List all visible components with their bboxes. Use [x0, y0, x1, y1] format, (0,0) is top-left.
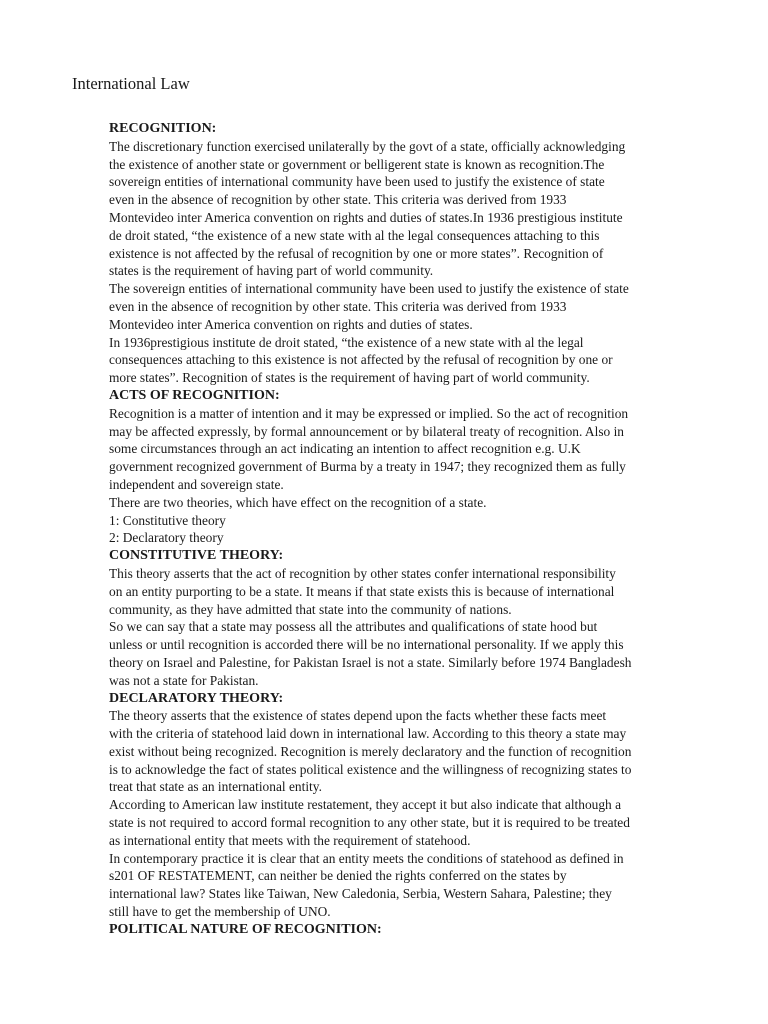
text-line: may be affected expressly, by formal announcement or by bilateral treaty of recognition. Also in [109, 423, 624, 439]
text-line: is to acknowledge the fact of states political existence and the willingness of recognizing states to [109, 761, 632, 777]
text-line: consequences attaching to this existence is not affected by the refusal of recognition by one or [109, 352, 613, 368]
text-line: exist without being recognized. Recognition is merely declaratory and the function of recognition [109, 743, 632, 759]
text-line: states is the requirement of having part of world community. [109, 263, 434, 279]
text-line: international law? States like Taiwan, New Caledonia, Serbia, Western Sahara, Palestine; they [109, 886, 612, 902]
section-heading: DECLARATORY THEORY: [109, 690, 284, 706]
text-line: theory on Israel and Palestine, for Pakistan Israel is not a state. Similarly before 1974 Bangladesh [109, 654, 632, 670]
text-line: de droit stated, “the existence of a new state with al the legal consequences attaching to this [109, 227, 600, 243]
text-line: government recognized government of Burma by a treaty in 1947; they recognized them as fully [109, 459, 626, 475]
document-body [109, 120, 709, 939]
text-line: The theory asserts that the existence of states depend upon the facts whether these facts meet [109, 708, 607, 724]
text-line: Montevideo inter America convention on rights and duties of states.In 1936 prestigious institute [109, 209, 623, 225]
text-line: existence is not affected by the refusal of recognition by one or more states”. Recognition of [109, 245, 604, 261]
text-line: s201 OF RESTATEMENT, can neither be denied the rights conferred on the states by [109, 868, 567, 884]
text-line: was not a state for Pakistan. [109, 672, 259, 688]
text-line: In contemporary practice it is clear that an entity meets the conditions of statehood as defined in [109, 850, 624, 866]
text-line: sovereign entities of international community have been used to justify the existence of state [109, 174, 605, 190]
text-line: as international entity that meets with the requirement of statehood. [109, 832, 471, 848]
section-heading: ACTS OF RECOGNITION: [109, 387, 280, 403]
text-line: more states”. Recognition of states is the requirement of having part of world community. [109, 370, 590, 386]
section-heading: RECOGNITION: [109, 121, 217, 136]
text-line: even in the absence of recognition by other state. This criteria was derived from 1933 [109, 298, 567, 314]
text-line: some circumstances through an act indicating an intention to affect recognition e.g. U.K [109, 441, 581, 457]
document-title: International Law [72, 74, 190, 93]
text-line: The sovereign entities of international community have been used to justify the existence of state [109, 281, 629, 297]
text-line: treat that state as an international entity. [109, 779, 322, 795]
text-line: independent and sovereign state. [109, 476, 284, 492]
text-line: According to American law institute restatement, they accept it but also indicate that although a [109, 797, 622, 813]
text-line: 1: Constitutive theory [109, 512, 226, 528]
text-line: The discretionary function exercised unilaterally by the govt of a state, officially acknowledging [109, 138, 626, 154]
text-line: This theory asserts that the act of recognition by other states confer international responsibility [109, 565, 616, 581]
text-line: state is not required to accord formal recognition to any other state, but it is required to be treated [109, 815, 630, 831]
section-heading: CONSTITUTIVE THEORY: [109, 548, 284, 564]
text-line: still have to get the membership of UNO. [109, 904, 331, 920]
text-line: community, as they have admitted that state into the community of nations. [109, 601, 512, 617]
text-line: the existence of another state or government or belligerent state is known as recognition.The [109, 156, 605, 172]
text-line: There are two theories, which have effect on the recognition of a state. [109, 494, 487, 510]
text-line: 2: Declaratory theory [109, 530, 224, 546]
text-line: unless or until recognition is accorded there will be no international personality. If we apply this [109, 637, 624, 653]
text-line: In 1936prestigious institute de droit stated, “the existence of a new state with al the legal [109, 334, 584, 350]
text-line: on an entity purporting to be a state. It means if that state exists this is because of international [109, 583, 615, 599]
section-heading: POLITICAL NATURE OF RECOGNITION: [109, 921, 382, 937]
text-line: with the criteria of statehood laid down in international law. According to this theory a state may [109, 726, 627, 742]
text-line: Recognition is a matter of intention and it may be expressed or implied. So the act of recognition [109, 405, 629, 421]
text-line: So we can say that a state may possess all the attributes and qualifications of state hood but [109, 619, 598, 635]
text-line: Montevideo inter America convention on rights and duties of states. [109, 316, 473, 332]
text-line: even in the absence of recognition by other state. This criteria was derived from 1933 [109, 192, 567, 208]
